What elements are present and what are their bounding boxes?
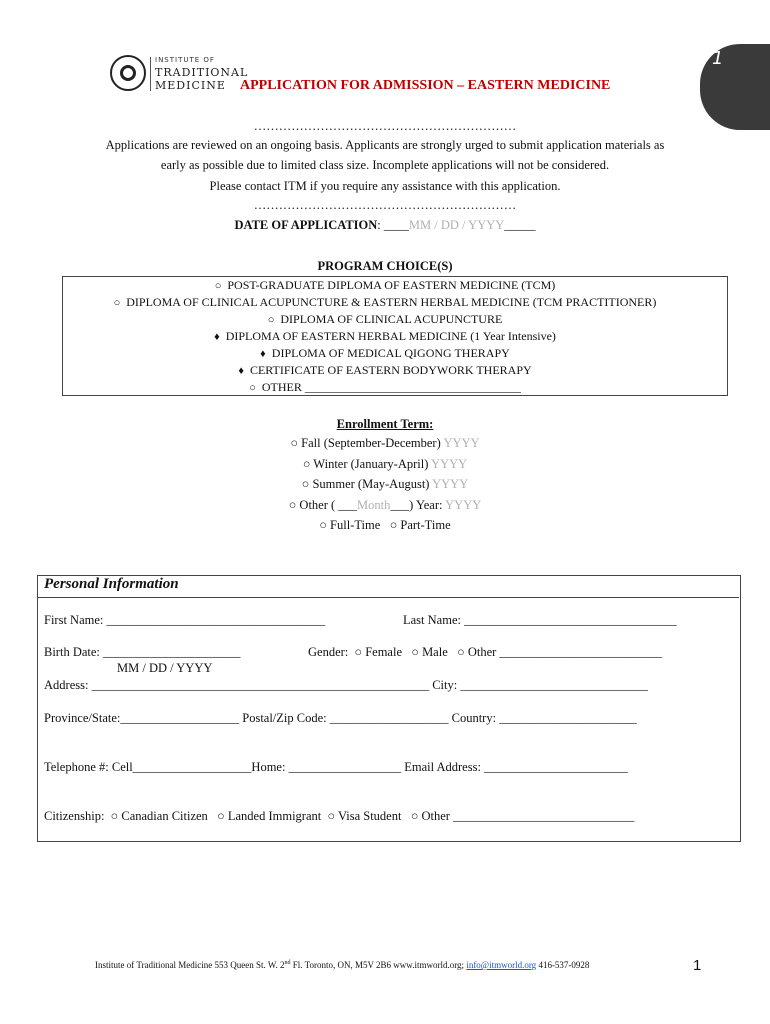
part-time-option[interactable]: Part-Time [400,518,451,532]
logo-emblem-icon [110,55,146,91]
diamond-bullet-icon[interactable]: ♦ [260,348,266,360]
radio-circle-icon[interactable]: ○ [110,809,119,823]
year-input[interactable]: YYYY [445,498,482,512]
personal-info-title: Personal Information [44,576,179,592]
footer-address: Institute of Traditional Medicine 553 Queen St. W. 2nd Fl. Toronto, ON, M5V 2B6 www.itmworld.org; info@itmworld.org 416-537-0928 [95,960,590,970]
diamond-bullet-icon[interactable]: ♦ [238,365,244,377]
radio-circle-icon[interactable]: ○ [113,297,121,309]
radio-circle-icon[interactable]: ○ [457,645,465,659]
institute-logo [110,55,250,95]
radio-circle-icon[interactable]: ○ [319,518,327,532]
last-name-field[interactable]: Last Name: __________________________________ [403,613,677,627]
program-option[interactable]: ♦ DIPLOMA OF EASTERN HERBAL MEDICINE (1 Year Intensive) [214,329,556,343]
gender-row: Gender: ○ Female ○ Male ○ Other __________________________ [308,645,662,659]
date-pre: ____ [383,218,409,232]
program-heading: PROGRAM CHOICE(S) [317,259,453,273]
program-list [0,277,770,396]
radio-circle-icon[interactable]: ○ [249,382,256,394]
page-title: APPLICATION FOR ADMISSION – EASTERN MEDICINE [240,78,611,93]
program-option[interactable]: ♦ DIPLOMA OF MEDICAL QIGONG THERAPY [260,346,510,360]
telephone-email-field[interactable]: Telephone #: Cell___________________Home: __________________ Email Address: _______________________ [44,760,628,774]
enroll-winter[interactable]: ○ Winter (January-April) YYYY [302,457,468,471]
radio-circle-icon[interactable]: ○ [214,280,222,292]
program-option[interactable]: ♦ CERTIFICATE OF EASTERN BODYWORK THERAPY [238,363,532,377]
radio-circle-icon[interactable]: ○ [354,645,363,659]
date-input[interactable]: MM / DD / YYYY [408,218,505,232]
logo-line-1: INSTITUTE OF [155,56,215,64]
date-label: DATE OF APPLICATION [234,218,378,232]
diamond-bullet-icon[interactable]: ♦ [214,331,220,343]
citizenship-row: Citizenship: ○ Canadian Citizen ○ Landed Immigrant ○ Visa Student ○ Other _____________________________ [44,809,635,823]
birth-date-field[interactable]: Birth Date: ______________________ [44,645,241,659]
date-post: _____ [504,218,536,232]
radio-circle-icon[interactable]: ○ [301,477,310,491]
program-option[interactable]: ○ DIPLOMA OF CLINICAL ACUPUNCTURE [267,312,503,326]
radio-circle-icon[interactable]: ○ [389,518,398,532]
enrollment-heading: Enrollment Term: [336,417,434,431]
first-name-field[interactable]: First Name: ___________________________________ [44,613,326,627]
intro-line-3: Please contact ITM if you require any assistance with this application. [209,179,561,193]
enroll-fall[interactable]: ○ Fall (September-December) YYYY [290,436,480,450]
radio-circle-icon[interactable]: ○ [410,809,419,823]
date-of-application: DATE OF APPLICATION: ____MM / DD / YYYY_____ [234,218,536,232]
program-option[interactable]: ○ DIPLOMA OF CLINICAL ACUPUNCTURE & EASTERN HERBAL MEDICINE (TCM PRACTITIONER) [113,295,657,309]
radio-circle-icon[interactable]: ○ [302,457,311,471]
radio-circle-icon[interactable]: ○ [288,498,297,512]
radio-circle-icon[interactable]: ○ [411,645,419,659]
program-option[interactable]: ○ POST-GRADUATE DIPLOMA OF EASTERN MEDICINE (TCM) [214,278,556,292]
enroll-load [0,515,770,535]
intro-line-2: early as possible due to limited class size. Incomplete applications will not be considered. [160,158,610,172]
radio-circle-icon[interactable]: ○ [327,809,336,823]
tab-page-number: 1 [712,48,724,69]
intro-line-1: Applications are reviewed on an ongoing basis. Applicants are strongly urged to submit application materials as [105,138,665,152]
enroll-summer[interactable]: ○ Summer (May-August) YYYY [301,477,469,491]
radio-circle-icon[interactable]: ○ [217,809,225,823]
enroll-other[interactable]: ○ Other ( ___Month___) Year: YYYY [288,498,482,512]
radio-circle-icon[interactable]: ○ [290,436,299,450]
birth-date-format: MM / DD / YYYY [117,661,213,675]
intro-dots-top: ……………………………………………………… [253,119,517,133]
full-time-option[interactable]: Full-Time [330,518,381,532]
radio-circle-icon[interactable]: ○ [267,314,275,326]
logo-divider [150,57,151,91]
email-link[interactable]: info@itmworld.org [466,960,537,970]
month-input[interactable]: Month [357,498,391,512]
program-option[interactable]: ○ OTHER ____________________________________ [249,380,521,394]
province-postal-country-field[interactable]: Province/State:___________________ Postal/Zip Code: ___________________ Country: ______________________ [44,711,637,725]
address-city-field[interactable]: Address: ______________________________________________________ City: ______________________________ [44,678,648,692]
logo-line-3: MEDICINE [155,79,226,92]
logo-line-2: TRADITIONAL [155,66,249,79]
intro-dots-bottom: ……………………………………………………… [253,198,517,212]
page-number: 1 [693,957,702,974]
